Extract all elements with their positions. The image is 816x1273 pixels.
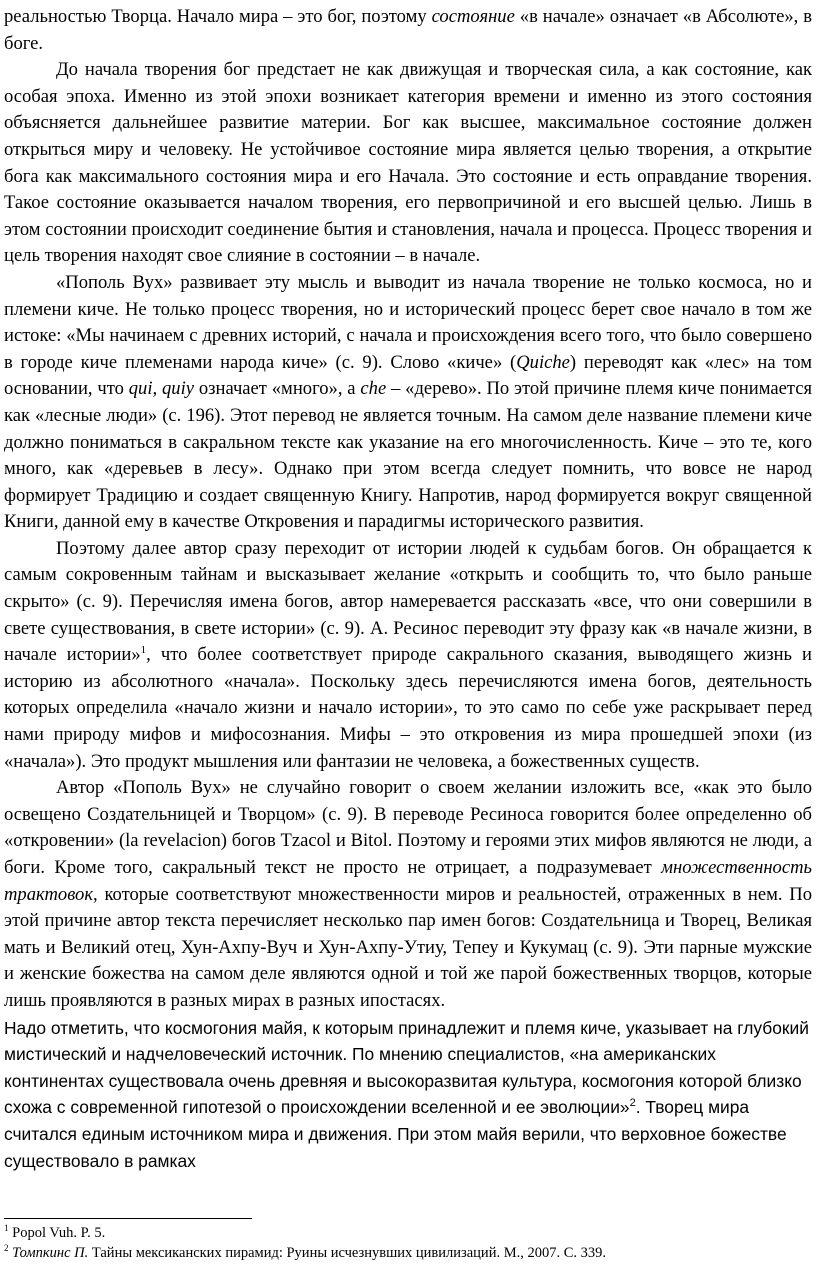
paragraph [4, 536, 812, 775]
footnote-ref: 2 [4, 1243, 9, 1254]
italic-text: множественность трактовок [4, 857, 812, 905]
paragraph [4, 1015, 812, 1175]
text-run: «Пополь Вух» развивает эту мысль и выводит из начала творение не только космоса, но и племени киче. Не только процесс творения, но и исторический процесс берет свое начало в том же истоке: «Мы начинаем с древних историй, с начала и происхождения всего того, что было совершено в городе киче племенами народа киче» (с. 9). Слово «киче» ( [4, 271, 812, 373]
footnote-ref: 2 [629, 1097, 636, 1110]
footnote-separator [4, 1218, 252, 1219]
footnote [4, 1223, 810, 1243]
footnote [4, 1243, 810, 1263]
text-run: «в начале» означает «в Абсолюте», в боге. [4, 6, 812, 54]
text-run: . Творец мира считался единым источником мира и движения. При этом майя верили, что верховное божестве существовало в рамках [4, 1097, 787, 1171]
italic-text: состояние [431, 6, 515, 27]
text-run: Тайны мексиканских пирамид: Руины исчезнувших цивилизаций. М., 2007. С. 339. [88, 1245, 607, 1261]
paragraph [4, 775, 812, 1014]
paragraph [4, 270, 812, 536]
body-text [4, 4, 812, 1174]
italic-text: qui, quiy [128, 378, 195, 400]
text-run: – «дерево». По этой причине племя киче понимается как «лесные люди» (с. 196). Этот перевод не является точным. На самом деле название племени киче должно пониматься в сакральном тексте как указание на его многочисленность. Киче – это те, кого много, как «деревьев в лесу». Однако при этом всегда следует помнить, что вовсе не народ формирует Традицию и создает священную Книгу. Напротив, народ формируется вокруг священной Книги, данной ему в качестве Откровения и парадигмы исторического развития. [4, 378, 813, 533]
text-run: ) переводят как «лес» на том основании, что [4, 351, 812, 400]
footnotes [4, 1218, 810, 1263]
italic-text: Томпкинс П. [12, 1245, 89, 1261]
text-run: Автор «Пополь Вух» не случайно говорит о своем желании изложить все, «как это было освещено Создательницей и Творцом» (с. 9). В переводе Ресиноса говорится более определенно об «откровении» (la revelacion) богов Tzacol и Bitol. Поэтому и героями этих мифов являются не люди, а боги. Кроме того, сакральный текст не просто не отрицает, а подразумевает [4, 777, 812, 878]
italic-text: che [360, 378, 387, 400]
text-run: , которые соответствуют множественности миров и реальностей, отраженных в нем. По этой причине автор текста перечисляет несколько пар имен богов: Создательница и Творец, Великая мать и Великий отец, Хун-Ахпу-Вуч и Хун-Ахпу-Утиу, Тепеу и Кукумац (с. 9). Эти парные мужские и женские божества на самом деле являются одной и той же парой божественных творцов, которые лишь проявляются в разных мирах в разных ипостасях. [4, 883, 812, 1011]
paragraph [4, 57, 812, 270]
text-run: реальностью Творца. Начало мира – это бог, поэтому [4, 6, 432, 27]
footnote-ref: 1 [140, 644, 147, 657]
text-run: Надо отметить, что космогония майя, к которым принадлежит и племя киче, указывает на глубокий мистический и надчеловеческий источник. По мнению специалистов, «на американских континентах существовала очень древняя и высокоразвитая культура, космогония которой близко схожа с современной гипотезой о происхождении вселенной и ее эволюции» [4, 1017, 809, 1118]
footnote-ref: 1 [4, 1223, 9, 1234]
text-run: До начала творения бог предстает не как движущая и творческая сила, а как состояние, как особая эпоха. Именно из этой эпохи возникает категория времени и именно из этого состояния объясняется дальнейшее развитие материи. Бог как высшее, максимальное состояние должен открыться миру и человеку. Не устойчивое состояние мира является целью творения, а открытие бога как максимального состояния мира и его Начала. Это состояние и есть оправдание творения. Такое состояние оказывается началом творения, его первопричиной и его высшей целью. Лишь в этом состоянии происходит соединение бытия и становления, начала и процесса. Процесс творения и цель творения находят свое слияние в состоянии – в начале. [4, 59, 812, 267]
paragraph-continued [4, 4, 812, 57]
italic-text: Quiche [516, 351, 570, 373]
text-run: , что более соответствует природе сакрального сказания, выводящего жизнь и историю из абсолютного «начала». Поскольку здесь перечисляются имена богов, деятельность которых определила «начало жизни и начало истории», то это само по себе уже раскрывает перед нами природу мифов и мифосознания. Мифы – это откровения из мира прошедшей эпохи (из «начала»). Это продукт мышления или фантазии не человека, а божественных существ. [4, 644, 812, 772]
text-run: Поэтому далее автор сразу переходит от истории людей к судьбам богов. Он обращается к самым сокровенным тайнам и высказывает желание «открыть и сообщить то, что было раньше скрыто» (с. 9). Перечисляя имена богов, автор намеревается рассказать «все, что они совершили в свете существования, в свете истории» (с. 9). А. Ресинос переводит эту фразу как «в начале жизни, в начале истории» [4, 537, 812, 666]
text-run: означает «много», а [194, 378, 361, 400]
text-run: Popol Vuh. P. 5. [8, 1225, 106, 1241]
